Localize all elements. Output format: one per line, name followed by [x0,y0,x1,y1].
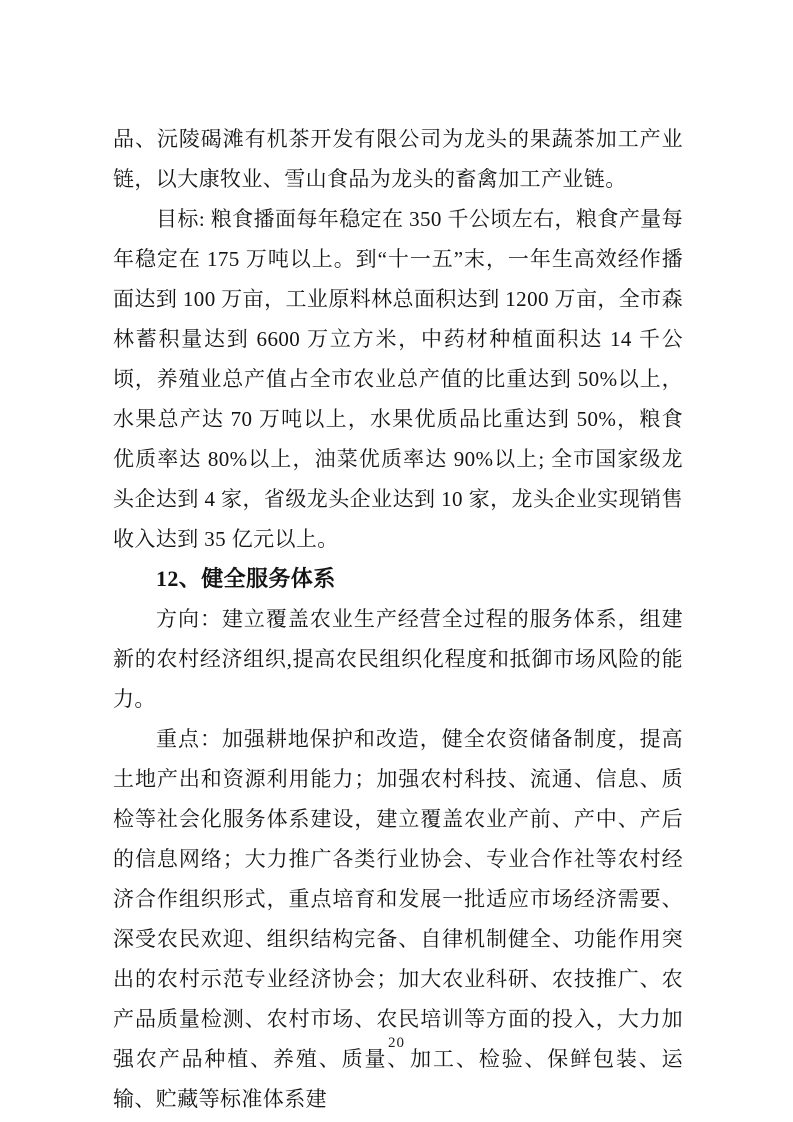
document-body [113,119,683,1119]
section-heading-12: 12、健全服务体系 [156,566,336,591]
paragraph-focus: 重点：加强耕地保护和改造，健全农资储备制度，提高土地产出和资源利用能力；加强农村科技、流通、信息、质检等社会化服务体系建设，建立覆盖农业产前、产中、产后的信息网络；大力推广各类行业协会、专业合作社等农村经济合作组织形式，重点培育和发展一批适应市场经济需要、深受农民欢迎、组织结构完备、自律机制健全、功能作用突出的农村示范专业经济协会；加大农业科研、农技推广、农产品质量检测、农村市场、农民培训等方面的投入，大力加强农产品种植、养殖、质量、加工、检验、保鲜包装、运输、贮藏等标准体系建 [113,727,683,1111]
page-number: 20 [388,1035,405,1051]
paragraph-goals: 目标: 粮食播面每年稳定在 350 千公顷左右，粮食产量每年稳定在 175 万吨以上。到“十一五”末，一年生高效经作播面达到 100 万亩，工业原料林总面积达到 1200 万亩，全市森林蓄积量达到 6600 万立方米，中药材种植面积达 14 千公顷，养殖业总产值占全市农业总产值的比重达到 50%以上，水果总产达 70 万吨以上，水果优质品比重达到 50%，粮食优质率达 80%以上，油菜优质率达 90%以上; 全市国家级龙头企达到 4 家，省级龙头企业达到 10 家，龙头企业实现销售收入达到 35 亿元以上。 [113,207,683,551]
paragraph-direction: 方向：建立覆盖农业生产经营全过程的服务体系，组建新的农村经济组织,提高农民组织化程度和抵御市场风险的能力。 [113,607,683,711]
page-footer [0,1034,793,1052]
paragraph-continuation: 品、沅陵碣滩有机茶开发有限公司为龙头的果蔬茶加工产业链，以大康牧业、雪山食品为龙头的畜禽加工产业链。 [113,127,683,191]
